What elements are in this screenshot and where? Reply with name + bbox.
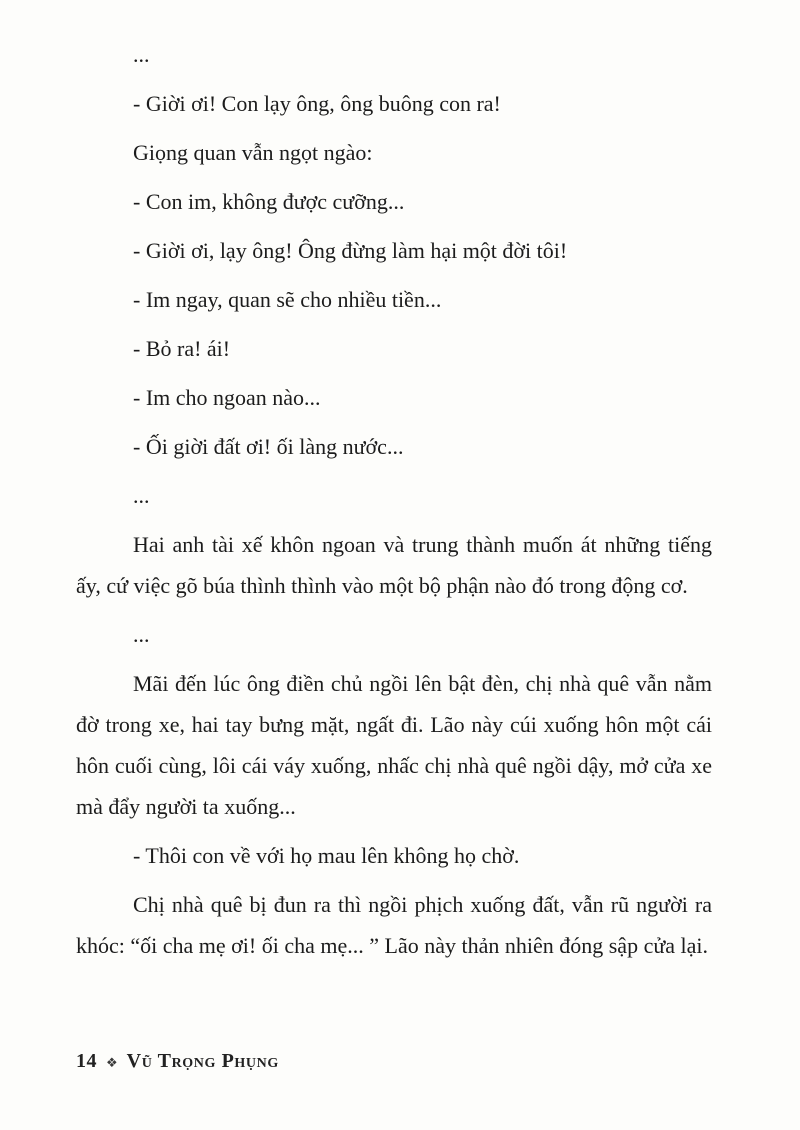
paragraph-narration: Giọng quan vẫn ngọt ngào: [133,140,373,165]
paragraph-dialogue: - Im ngay, quan sẽ cho nhiều tiền... [133,287,442,312]
paragraph-dialogue: - Bỏ ra! ái! [133,336,231,361]
paragraph-ellipsis: ... [133,42,150,67]
footer-author-name: Vũ Trọng Phụng [126,1050,279,1072]
page-footer [76,1050,279,1073]
diamond-ornament-icon: ❖ [106,1054,118,1070]
paragraph-ellipsis: ... [133,483,150,508]
paragraph-narration: Mãi đến lúc ông điền chủ ngồi lên bật đèn, chị nhà quê vẫn nằm đờ trong xe, hai tay bưng mặt, ngất đi. Lão này cúi xuống hôn một cái hôn cuối cùng, lôi cái váy xuống, nhấc chị nhà quê ngồi dậy, mở cửa xe mà đẩy người ta xuống... [76,671,712,819]
paragraph-dialogue: - Con im, không được cưỡng... [133,189,405,214]
paragraph-dialogue: - Ối giời đất ơi! ối làng nước... [133,434,404,459]
paragraph-dialogue: - Im cho ngoan nào... [133,385,321,410]
paragraph-narration: Hai anh tài xế khôn ngoan và trung thành muốn át những tiếng ấy, cứ việc gõ búa thình thình vào một bộ phận nào đó trong động cơ. [76,532,712,598]
paragraph-narration: Chị nhà quê bị đun ra thì ngồi phịch xuống đất, vẫn rũ người ra khóc: “ối cha mẹ ơi! ối cha mẹ... ” Lão này thản nhiên đóng sập cửa lại. [76,892,712,958]
paragraph-dialogue: - Giời ơi, lạy ông! Ông đừng làm hại một đời tôi! [133,238,568,263]
paragraph-dialogue: - Thôi con về với họ mau lên không họ chờ. [133,843,520,868]
page-number: 14 [76,1050,97,1072]
paragraph-dialogue: - Giời ơi! Con lạy ông, ông buông con ra! [133,91,501,116]
page-body-text [76,34,712,974]
paragraph-ellipsis: ... [133,622,150,647]
